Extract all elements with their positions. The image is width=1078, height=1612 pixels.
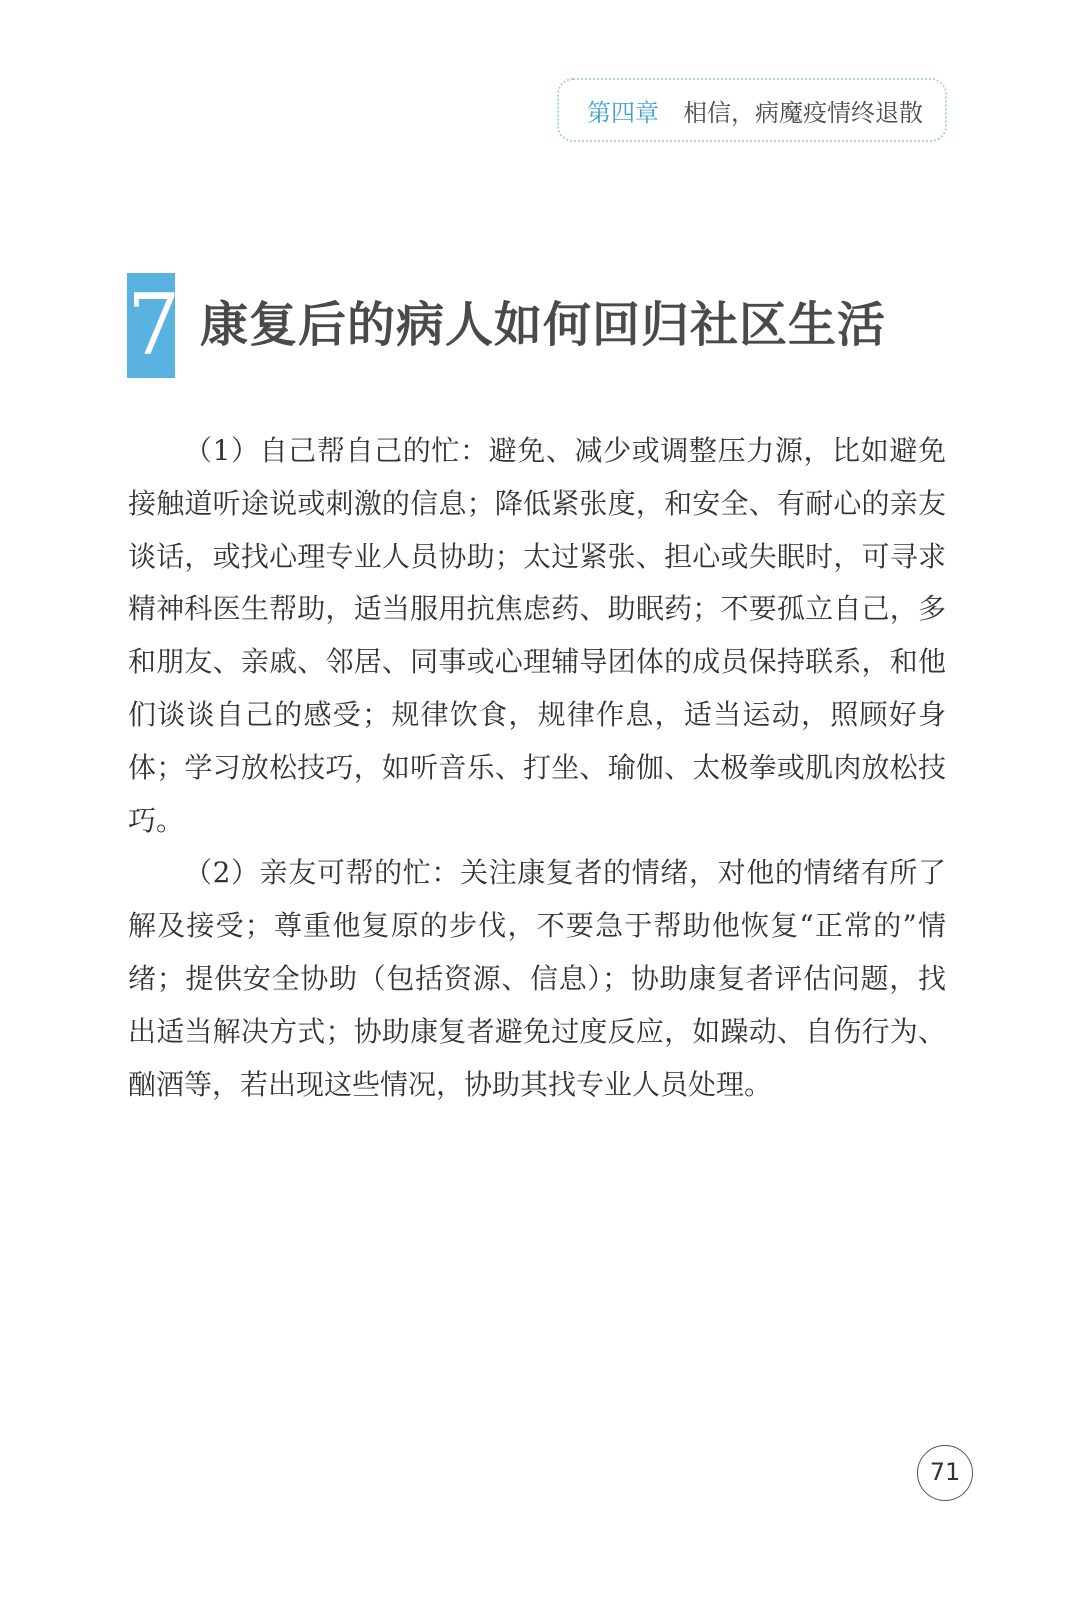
paragraph-self-help: （1）自己帮自己的忙：避免、减少或调整压力源，比如避免接触道听途说或刺激的信息；降低紧张度，和安全、有耐心的亲友谈话，或找心理专业人员协助；太过紧张、担心或失眠时，可寻求精神科医生帮助，适当服用抗焦虑药、助眠药；不要孤立自己，多和朋友、亲戚、邻居、同事或心理辅导团体的成员保持联系，和他们谈谈自己的感受；规律饮食，规律作息，适当运动，照顾好身体；学习放松技巧，如听音乐、打坐、瑜伽、太极拳或肌肉放松技巧。 <box>128 434 946 837</box>
body-text <box>128 425 946 1111</box>
paragraph-family-help: （2）亲友可帮的忙：关注康复者的情绪，对他的情绪有所了解及接受；尊重他复原的步伐，不要急于帮助他恢复“正常的”情绪；提供安全协助（包括资源、信息）；协助康复者评估问题，找出适当解决方式；协助康复者避免过度反应，如躁动、自伤行为、酗酒等，若出现这些情况，协助其找专业人员处理。 <box>128 856 946 1101</box>
chapter-label: 第四章 <box>587 98 659 127</box>
chapter-title: 相信，病魔疫情终退散 <box>683 98 923 127</box>
page-number: 71 <box>917 1445 973 1501</box>
section-title: 康复后的病人如何回归社区生活 <box>200 297 887 353</box>
chapter-header-banner <box>557 78 947 142</box>
section-number-badge: 7 <box>127 273 175 378</box>
